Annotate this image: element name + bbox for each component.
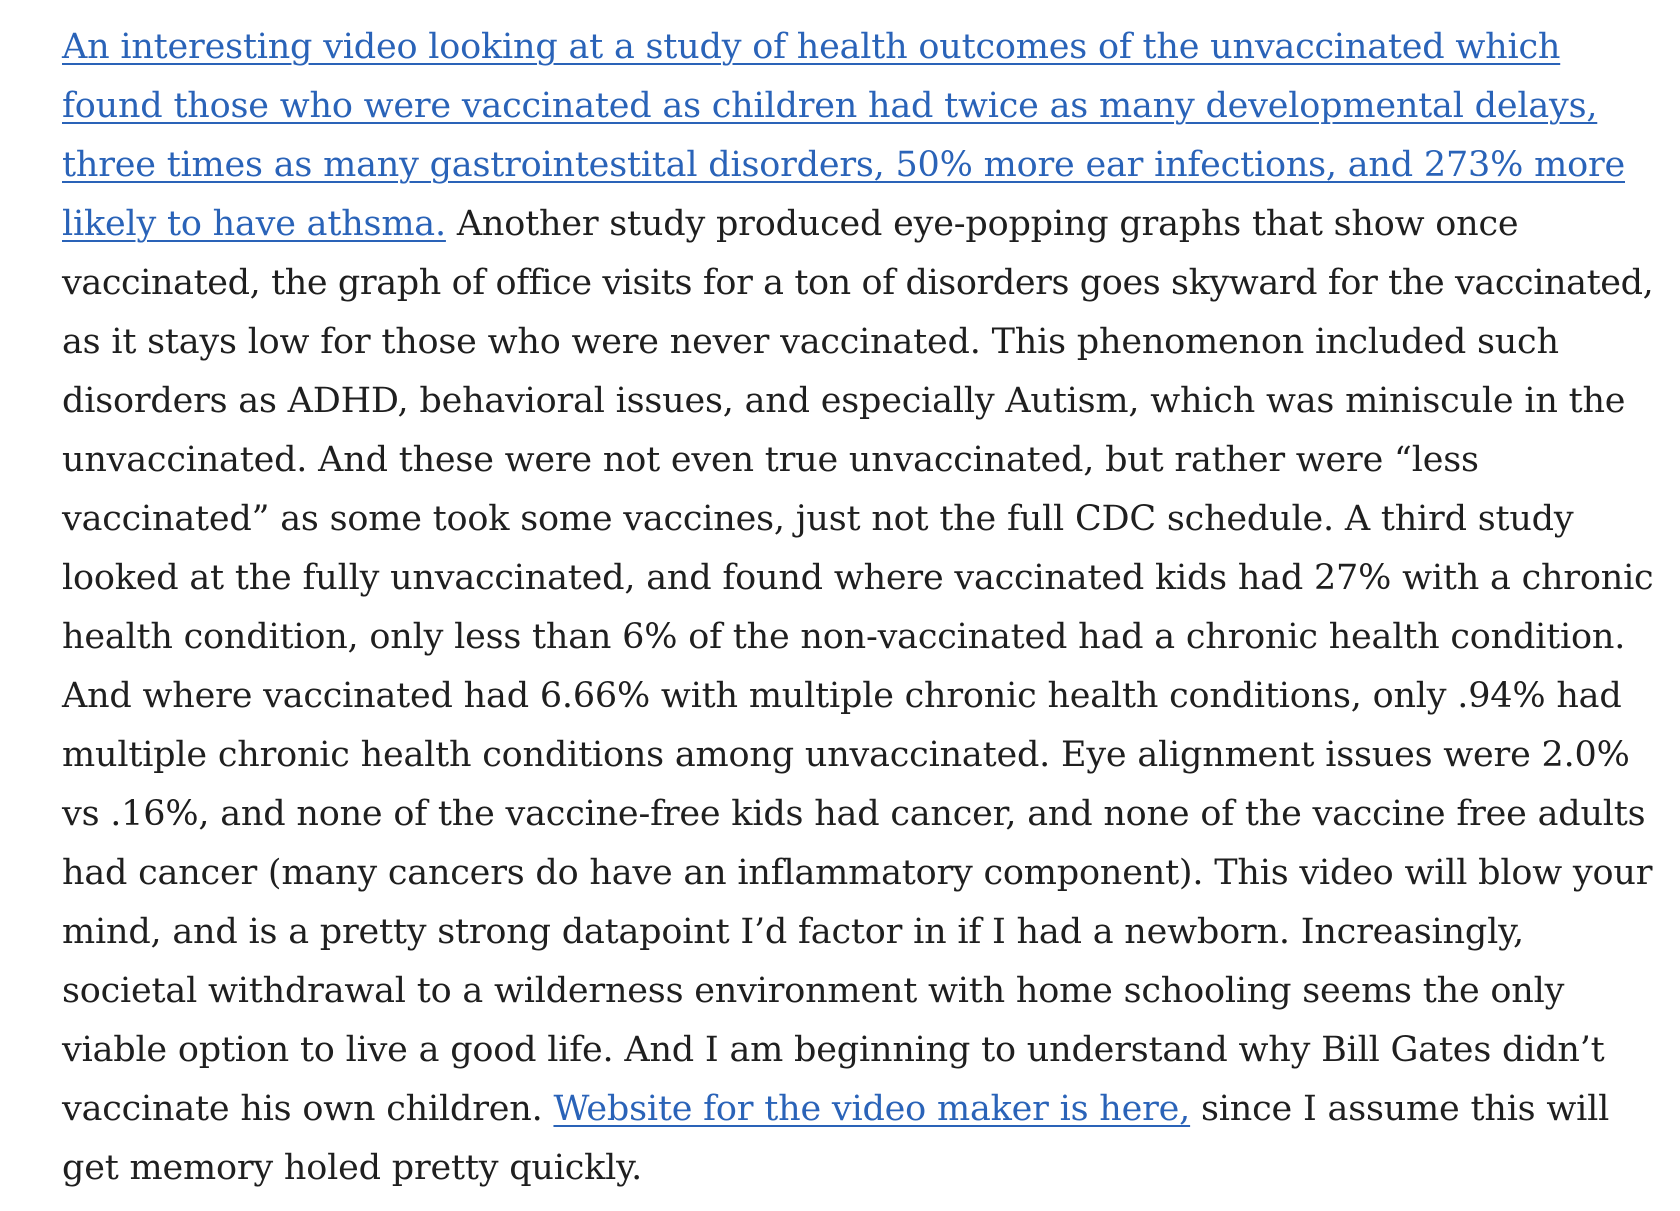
text-segment: vaccinate his own children. bbox=[62, 1089, 554, 1129]
text-line-7: disorders as ADHD, behavioral issues, and especially Autism, which was miniscule in the bbox=[62, 381, 1626, 421]
text-line-11: health condition, only less than 6% of the non-vaccinated had a chronic health condition. bbox=[62, 617, 1626, 657]
text-segment: since I assume this will bbox=[1190, 1089, 1610, 1129]
video-study-link-end[interactable]: likely to have athsma. bbox=[62, 204, 446, 244]
video-maker-website-link[interactable]: Website for the video maker is here, bbox=[553, 1089, 1191, 1129]
text-line-16: mind, and is a pretty strong datapoint I’d factor in if I had a newborn. Increasingly, bbox=[62, 912, 1524, 952]
link-line-2: found those who were vaccinated as children had twice as many developmental delays, bbox=[62, 86, 1598, 126]
text-line-8: unvaccinated. And these were not even true unvaccinated, but rather were “less bbox=[62, 440, 1479, 480]
text-line-5: vaccinated, the graph of office visits for a ton of disorders goes skyward for the vaccinated, bbox=[62, 263, 1654, 303]
article-body bbox=[62, 18, 1654, 1198]
text-line-6: as it stays low for those who were never vaccinated. This phenomenon included such bbox=[62, 322, 1559, 362]
text-line-14: vs .16%, and none of the vaccine-free kids had cancer, and none of the vaccine free adults bbox=[62, 794, 1646, 834]
text-line-17: societal withdrawal to a wilderness environment with home schooling seems the only bbox=[62, 971, 1565, 1011]
text-line-4 bbox=[62, 195, 1642, 254]
link-line-1: An interesting video looking at a study of health outcomes of the unvaccinated which bbox=[62, 27, 1561, 67]
text-line-9: vaccinated” as some took some vaccines, just not the full CDC schedule. A third study bbox=[62, 499, 1574, 539]
text-segment: Another study produced eye-popping graphs that show once bbox=[445, 204, 1519, 244]
text-line-18: viable option to live a good life. And I am beginning to understand why Bill Gates didn’t bbox=[62, 1030, 1605, 1070]
text-line-19 bbox=[62, 1080, 1642, 1139]
text-line-15: had cancer (many cancers do have an inflammatory component). This video will blow your bbox=[62, 853, 1653, 893]
text-line-13: multiple chronic health conditions among unvaccinated. Eye alignment issues were 2.0% bbox=[62, 735, 1630, 775]
text-line-12: And where vaccinated had 6.66% with multiple chronic health conditions, only .94% had bbox=[62, 676, 1622, 716]
link-line-3: three times as many gastrointestital disorders, 50% more ear infections, and 273% more bbox=[62, 145, 1625, 185]
text-line-20: get memory holed pretty quickly. bbox=[62, 1148, 643, 1188]
paragraph bbox=[62, 18, 1654, 1198]
text-line-10: looked at the fully unvaccinated, and found where vaccinated kids had 27% with a chronic bbox=[62, 558, 1654, 598]
video-study-link[interactable] bbox=[62, 18, 1642, 195]
